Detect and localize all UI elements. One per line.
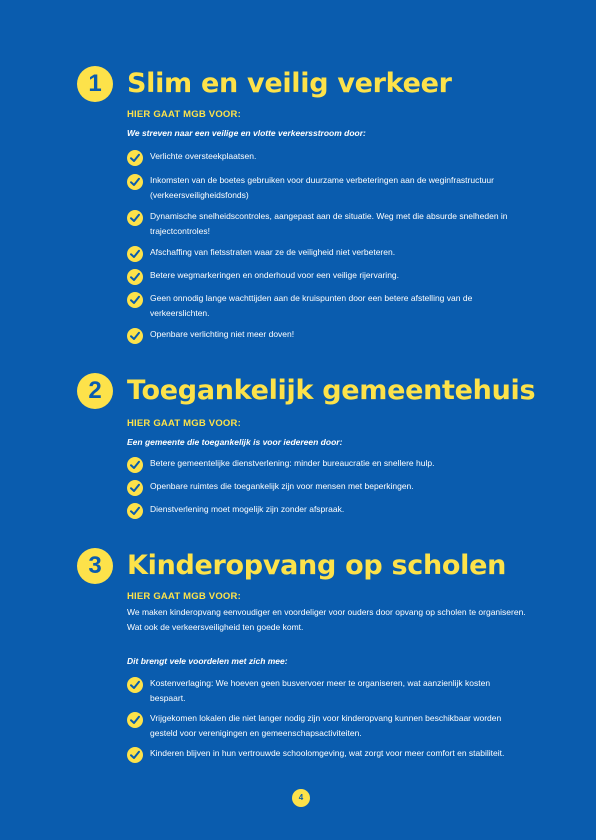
list-item-text: Openbare ruimtes die toegankelijk zijn voor mensen met beperkingen. <box>150 481 414 491</box>
checkmark-icon <box>127 747 143 763</box>
section-number-badge: 1 <box>77 66 113 102</box>
list-item-text: Afschaffing van fietsstraten waar ze de veiligheid niet verbeteren. <box>150 247 396 257</box>
list-item-text: Verlichte oversteekplaatsen. <box>150 151 257 161</box>
section-kicker: HIER GAAT MGB VOOR: <box>127 591 241 602</box>
list-item-text: Openbare verlichting niet meer doven! <box>150 329 295 339</box>
checkmark-icon <box>127 712 143 728</box>
checkmark-icon <box>127 150 143 166</box>
section-number-badge: 3 <box>77 548 113 584</box>
checkmark-icon <box>127 292 143 308</box>
list-item-text: Kostenverlaging: We hoeven geen busvervoer meer te organiseren, wat aanzienlijk kosten bespaart. <box>150 678 491 703</box>
section-title: Toegankelijk gemeentehuis <box>127 375 536 406</box>
list-item-text: Vrijgekomen lokalen die niet langer nodig zijn voor kinderopvang kunnen beschikbaar worden gesteld voor verenigingen en gemeenschapsactiviteiten. <box>150 713 502 738</box>
checkmark-icon <box>127 677 143 693</box>
section-kicker: HIER GAAT MGB VOOR: <box>127 418 241 429</box>
checkmark-icon <box>127 503 143 519</box>
list-item-text: Dienstverlening moet mogelijk zijn zonder afspraak. <box>150 504 345 514</box>
section-intro: Een gemeente die toegankelijk is voor iedereen door: <box>127 437 343 447</box>
section-paragraph: We maken kinderopvang eenvoudiger en voordeliger voor ouders door opvang op scholen te organiseren. Wat ook de verkeersveiligheid ten goede komt. <box>127 607 526 632</box>
list-item-text: Kinderen blijven in hun vertrouwde schoolomgeving, wat zorgt voor meer comfort en stabiliteit. <box>150 748 505 758</box>
checkmark-icon <box>127 328 143 344</box>
checkmark-icon <box>127 269 143 285</box>
section-title: Kinderopvang op scholen <box>127 550 507 581</box>
list-item-text: Geen onnodig lange wachttijden aan de kruispunten door een betere afstelling van de verkeerslichten. <box>150 293 473 318</box>
page-number: 4 <box>292 789 310 807</box>
checkmark-icon <box>127 457 143 473</box>
section-number-badge: 2 <box>77 373 113 409</box>
section-kicker: HIER GAAT MGB VOOR: <box>127 109 241 120</box>
checkmark-icon <box>127 480 143 496</box>
checkmark-icon <box>127 174 143 190</box>
section-intro: We streven naar een veilige en vlotte verkeersstroom door: <box>127 128 366 138</box>
checkmark-icon <box>127 210 143 226</box>
list-item-text: Betere gemeentelijke dienstverlening: minder bureaucratie en snellere hulp. <box>150 458 435 468</box>
section-intro: Dit brengt vele voordelen met zich mee: <box>127 656 288 666</box>
list-item-text: Inkomsten van de boetes gebruiken voor duurzame verbeteringen aan de weginfrastructuur (verkeersveiligheidsfonds) <box>150 175 494 200</box>
list-item-text: Dynamische snelheidscontroles, aangepast aan de situatie. Weg met die absurde snelheden in trajectcontroles! <box>150 211 508 236</box>
section-title: Slim en veilig verkeer <box>127 68 452 99</box>
checkmark-icon <box>127 246 143 262</box>
list-item-text: Betere wegmarkeringen en onderhoud voor een veilige rijervaring. <box>150 270 400 280</box>
